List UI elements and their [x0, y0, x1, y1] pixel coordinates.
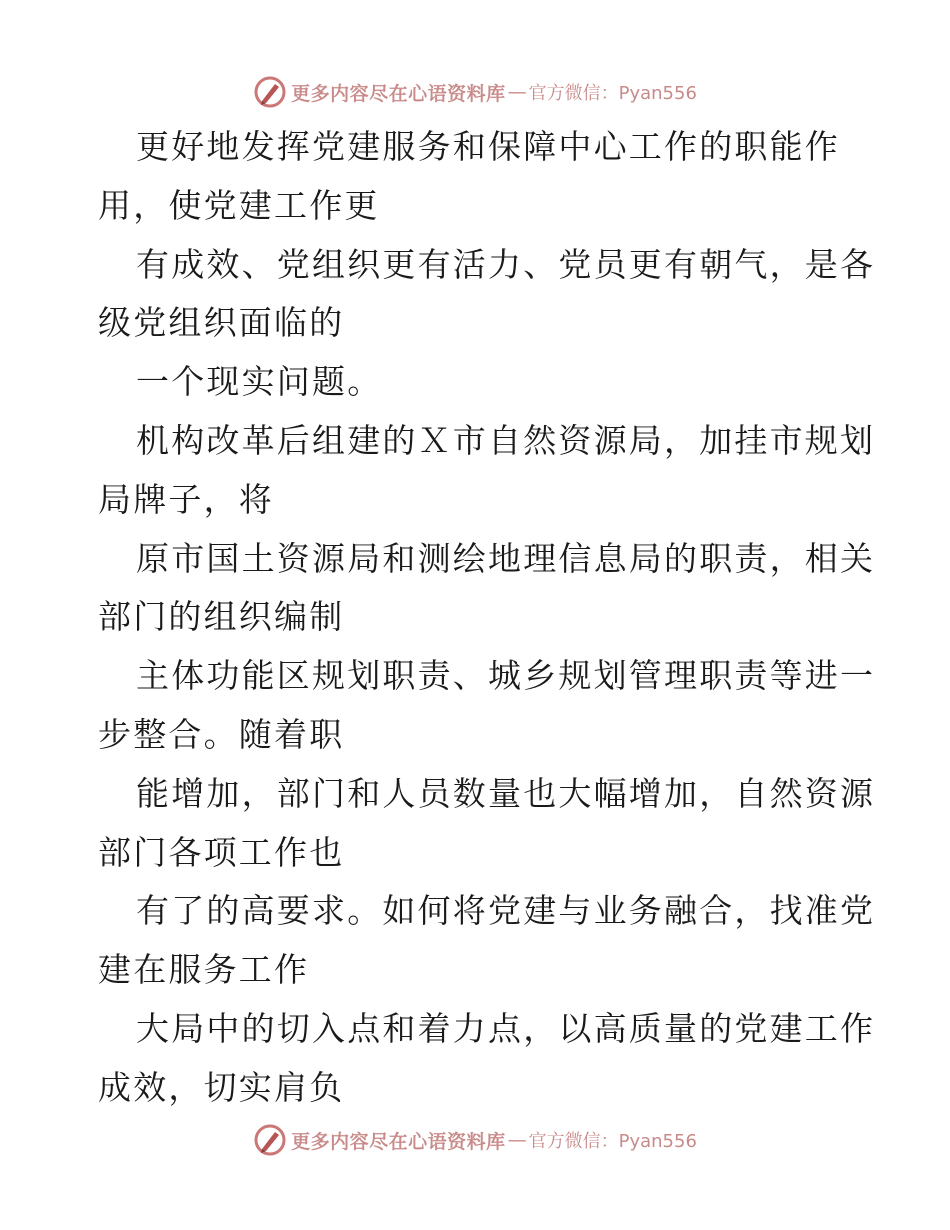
- paragraph-4: [98, 412, 876, 530]
- paragraph-line: 成效，切实肩负: [98, 1067, 345, 1107]
- paragraph-line: 有了的高要求。如何将党建与业务融合，找准党: [136, 891, 876, 931]
- paragraph-line: 更好地发挥党建服务和保障中心工作的职能作: [136, 127, 840, 166]
- paragraph-8: [98, 882, 876, 1000]
- paragraph-line: 部门的组织编制: [98, 597, 345, 637]
- header-watermark: [0, 72, 950, 112]
- paragraph-9: [98, 1000, 876, 1118]
- watermark-separator: —: [507, 1129, 527, 1151]
- paragraph-line: 有成效、党组织更有活力、党员更有朝气，是各: [136, 244, 876, 284]
- paragraph-line: 大局中的切入点和着力点，以高质量的党建工作: [136, 1008, 876, 1048]
- paragraph-line: 级党组织面临的: [98, 303, 345, 343]
- footer-watermark: [0, 1120, 950, 1160]
- paragraph-line: 局牌子，将: [98, 479, 274, 519]
- watermark-contact: 官方微信：Pyan556: [528, 1131, 697, 1152]
- paragraph-1: [98, 118, 868, 236]
- watermark-brand: 更多内容尽在心语资料库: [291, 1130, 506, 1153]
- paragraph-5: [98, 530, 876, 648]
- paragraph-2: [98, 236, 876, 354]
- paragraph-line: 部门各项工作也: [98, 832, 345, 872]
- paragraph-6: [98, 647, 876, 765]
- watermark-brand: 更多内容尽在心语资料库: [291, 82, 506, 105]
- watermark-contact: 官方微信：Pyan556: [528, 83, 697, 104]
- paragraph-line: 原市国土资源局和测绘地理信息局的职责，相关: [136, 538, 876, 578]
- paragraph-line: 能增加，部门和人员数量也大幅增加，自然资源: [136, 773, 876, 813]
- watermark-separator: —: [507, 81, 527, 103]
- paragraph-line: 建在服务工作: [98, 950, 310, 990]
- paragraph-line: 步整合。随着职: [98, 714, 345, 754]
- paragraph-line: 一个现实问题。: [136, 362, 383, 402]
- paragraph-3: [98, 353, 868, 412]
- paragraph-line: 机构改革后组建的Ｘ市自然资源局，加挂市规划: [136, 420, 876, 460]
- paragraph-line: 主体功能区规划职责、城乡规划管理职责等进一: [136, 656, 876, 696]
- pen-logo-icon: [253, 1123, 287, 1157]
- pen-logo-icon: [253, 75, 287, 109]
- paragraph-7: [98, 765, 876, 883]
- document-body: [98, 118, 876, 1118]
- paragraph-line: 用，使党建工作更: [98, 185, 380, 225]
